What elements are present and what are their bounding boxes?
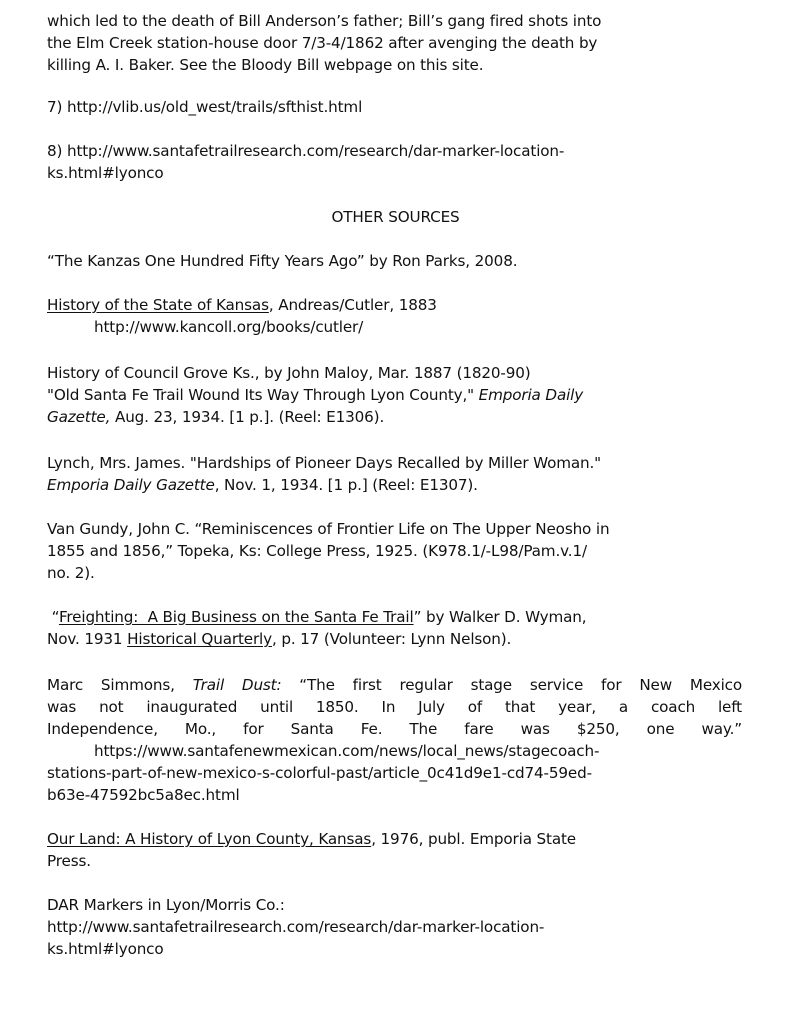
newspaper-title: Emporia Daily Gazette <box>47 476 215 494</box>
quote-text: “The first regular stage service for New Mexico <box>281 676 742 694</box>
book-title: Trail Dust: <box>192 676 282 694</box>
source-dar-link[interactable]: http://www.santafetrailresearch.com/research/dar-marker-location- <box>47 918 545 936</box>
book-details: , 1976, publ. Emporia State <box>371 830 577 848</box>
source-simmons-url[interactable]: https://www.santafenewmexican.com/news/local_news/stagecoach- <box>94 742 600 760</box>
book-title: Our Land: A History of Lyon County, Kansas <box>47 830 372 848</box>
source-dar: DAR Markers in Lyon/Morris Co.: <box>47 896 285 914</box>
footnote-text-line: which led to the death of Bill Anderson’s father; Bill’s gang fired shots into <box>47 12 602 30</box>
article-title: Freighting: A Big Business on the Santa Fe Trail <box>58 608 414 626</box>
source-wyman <box>47 606 586 628</box>
source-old-santa-fe <box>47 384 583 406</box>
issue-date: Nov. 1931 <box>47 630 128 648</box>
source-lynch: Lynch, Mrs. James. "Hardships of Pioneer Days Recalled by Miller Woman." <box>47 454 602 472</box>
section-heading: OTHER SOURCES <box>331 208 460 226</box>
author: Marc Simmons, <box>47 676 193 694</box>
footnote-text-line: killing A. I. Baker. See the Bloody Bill webpage on this site. <box>47 56 484 74</box>
source-maloy: History of Council Grove Ks., by John Maloy, Mar. 1887 (1820-90) <box>47 364 531 382</box>
source-simmons <box>47 674 742 696</box>
source-dar-link-cont[interactable]: ks.html#lyonco <box>47 940 164 958</box>
source-wyman-cont <box>47 628 511 650</box>
article-details: , Nov. 1, 1934. [1 p.] (Reel: E1307). <box>214 476 478 494</box>
source-our-land <box>47 828 576 850</box>
source-van-gundy: Van Gundy, John C. “Reminiscences of Frontier Life on The Upper Neosho in <box>47 520 610 538</box>
source-lynch-cont <box>47 474 478 496</box>
source-van-gundy-cont: no. 2). <box>47 564 95 582</box>
journal-title: Historical Quarterly <box>127 630 272 648</box>
footnote-8-link-cont[interactable]: ks.html#lyonco <box>47 164 164 182</box>
newspaper-title: Emporia Daily <box>478 386 584 404</box>
source-kanzas: “The Kanzas One Hundred Fifty Years Ago” by Ron Parks, 2008. <box>47 252 518 270</box>
source-andreas-title: History of the State of Kansas <box>47 296 269 314</box>
source-simmons-url-cont[interactable]: stations-part-of-new-mexico-s-colorful-past/article_0c41d9e1-cd74-59ed- <box>47 764 592 782</box>
source-simmons-cont: Independence, Mo., for Santa Fe. The fare was $250, one way.” <box>47 720 742 738</box>
article-details: Aug. 23, 1934. [1 p.]. (Reel: E1306). <box>110 408 385 426</box>
footnote-8-link[interactable]: 8) http://www.santafetrailresearch.com/research/dar-marker-location- <box>47 142 565 160</box>
article-details: , p. 17 (Volunteer: Lynn Nelson). <box>271 630 512 648</box>
source-simmons-url-cont[interactable]: b63e-47592bc5a8ec.html <box>47 786 240 804</box>
source-andreas-url[interactable]: http://www.kancoll.org/books/cutler/ <box>94 318 364 336</box>
article-author: ” by Walker D. Wyman, <box>413 608 587 626</box>
source-simmons-cont: was not inaugurated until 1850. In July of that year, a coach left <box>47 698 742 716</box>
footnote-7-link[interactable]: 7) http://vlib.us/old_west/trails/sfthist.html <box>47 98 363 116</box>
newspaper-title-cont: Gazette, <box>47 408 111 426</box>
article-title: "Old Santa Fe Trail Wound Its Way Through Lyon County," <box>47 386 479 404</box>
source-andreas <box>47 294 437 316</box>
footnote-text-line: the Elm Creek station-house door 7/3-4/1862 after avenging the death by <box>47 34 598 52</box>
source-old-santa-fe-cont <box>47 406 384 428</box>
source-van-gundy-cont: 1855 and 1856,” Topeka, Ks: College Press, 1925. (K978.1/-L98/Pam.v.1/ <box>47 542 587 560</box>
source-our-land-cont: Press. <box>47 852 91 870</box>
quote-mark: “ <box>47 608 59 626</box>
source-andreas-details: , Andreas/Cutler, 1883 <box>268 296 437 314</box>
